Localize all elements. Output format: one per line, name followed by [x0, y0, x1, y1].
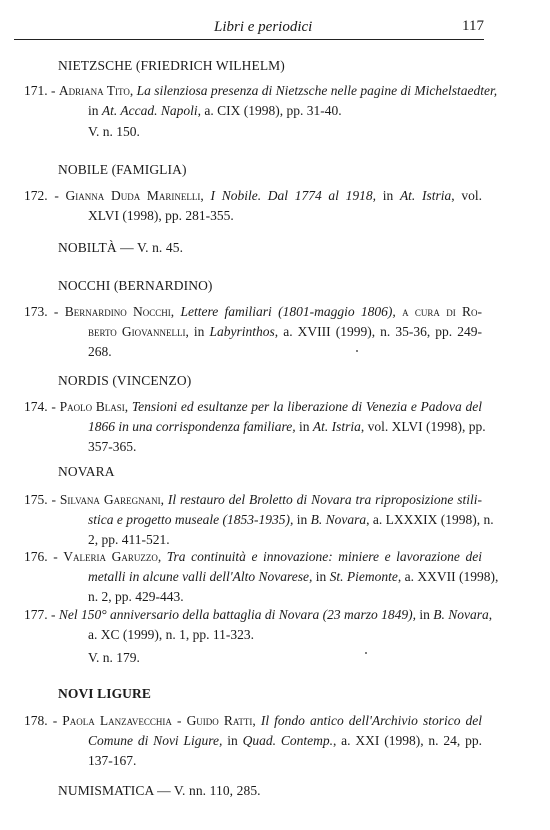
bibliography-entry: 172. - Gianna Duda Marinelli, I Nobile. Dal 1774 al 1918, in At. Istria, vol. XLVI (1998), pp. 281-355. [24, 186, 482, 226]
entry-details: a. XC (1999), n. 1, pp. 11-323. [88, 627, 254, 642]
entry-author: Adriana Tito [58, 83, 130, 98]
bibliography-entry: 174. - Paolo Blasi, Tensioni ed esultanze per la liberazione di Venezia e Padova del 1866 in una corrispondenza familiare, in At. Istria, vol. XLVI (1998), pp. 357-365. [24, 397, 482, 457]
entry-title: Tensioni ed esultanze per la liberazione di Venezia e Padova del [131, 399, 483, 414]
entry-journal: At. Istria [399, 188, 452, 203]
entry-number: 173. [24, 304, 48, 319]
entry-journal: At. Istria [312, 419, 361, 434]
entry-title: Il fondo antico dell'Archivio storico del [260, 713, 483, 728]
entry-details: 2, pp. 411-521. [88, 532, 170, 547]
page-number: 117 [462, 18, 484, 34]
section-heading: NIETZSCHE (FRIEDRICH WILHELM) [58, 58, 285, 73]
entry-author: Paolo Blasi [59, 399, 125, 414]
section-heading: NOVARA [58, 464, 115, 479]
entry-title: Lettere familiari (1801-maggio 1806), [180, 304, 396, 319]
entry-title: I Nobile. Dal 1774 al 1918, [210, 188, 377, 203]
entry-number: 177. [24, 607, 48, 622]
bibliography-entry: 177. - Nel 150° anniversario della battaglia di Novara (23 marzo 1849), in B. Novara, a. XC (1999), n. 1, pp. 11-323. [24, 605, 482, 645]
entry-details: 357-365. [88, 439, 137, 454]
entry-number: 171. [24, 83, 48, 98]
entry-author: Gianna Duda Marinelli [65, 188, 201, 203]
entry-in: in [88, 103, 99, 118]
entry-journal: B. Novara [310, 512, 367, 527]
cross-reference: V. n. 179. [88, 650, 140, 665]
entry-journal: Quad. Contemp. [242, 733, 333, 748]
entry-author: Paola Lanzavecchia [62, 713, 172, 728]
section-heading: NUMISMATICA — V. nn. 110, 285. [58, 783, 261, 798]
entry-author: Bernardino Nocchi [64, 304, 171, 319]
entry-number: 176. [24, 549, 48, 564]
entry-number: 178. [24, 713, 48, 728]
entry-title: Nel 150° anniversario della battaglia di Novara (23 marzo 1849), [58, 607, 417, 622]
entry-number: 172. [24, 188, 48, 203]
entry-details: n. 2, pp. 429-443. [88, 589, 184, 604]
entry-details: 268. [88, 344, 112, 359]
entry-journal: B. Novara [433, 607, 489, 622]
entry-journal: At. Accad. Napoli [101, 103, 198, 118]
bibliography-entry: 178. - Paola Lanzavecchia - Guido Ratti, Il fondo antico dell'Archivio storico del Comune di Novi Ligure, in Quad. Contemp., a. XXI (1998), n. 24, pp. 137-167. [24, 711, 482, 771]
section-heading: NOBILTÀ — V. n. 45. [58, 240, 184, 255]
entry-number: 174. [24, 399, 48, 414]
section-heading: NORDIS (VINCENZO) [58, 373, 192, 388]
running-header [14, 17, 484, 40]
bibliography-entry: 173. - Bernardino Nocchi, Lettere familiari (1801-maggio 1806), a cura di Ro- berto Giovannelli, in Labyrinthos, a. XVIII (1999), n. 35-36, pp. 249- 268. [24, 302, 482, 362]
entry-curator: berto Giovannelli [88, 324, 186, 339]
entry-number: 175. [24, 492, 48, 507]
bibliography-entry: 171. - Adriana Tito, La silenziosa presenza di Nietzsche nelle pagine di Michelstaedter, in At. Accad. Napoli, a. CIX (1998), pp. 31-40. [24, 83, 498, 118]
section-heading: NOBILE (FAMIGLIA) [58, 162, 187, 177]
entry-details: XLVI (1998), pp. 281-355. [88, 208, 234, 223]
stray-dot [365, 652, 367, 654]
entry-details: 137-167. [88, 753, 137, 768]
cross-reference: V. n. 150. [88, 124, 140, 139]
stray-dot [356, 350, 358, 352]
running-title: Libri e periodici [214, 19, 313, 35]
section-heading: NOCCHI (BERNARDINO) [58, 278, 213, 293]
bibliography-entry: 175. - Silvana Garegnani, Il restauro del Broletto di Novara tra riproposizione stili- stica e progetto museale (1853-1935), in B. Novara, a. LXXXIX (1998), n. 2, pp. 411-521. [24, 490, 482, 550]
entry-author: Valeria Garuzzo [63, 549, 158, 564]
bibliography-entry: 176. - Valeria Garuzzo, Tra continuità e innovazione: miniere e lavorazione dei metalli in alcune valli dell'Alto Novarese, in St. Piemonte, a. XXVII (1998), n. 2, pp. 429-443. [24, 547, 482, 607]
section-heading: NOVI LIGURE [58, 686, 151, 701]
entry-journal: St. Piemonte [329, 569, 398, 584]
entry-title: Tra continuità e innovazione: miniere e lavorazione dei [166, 549, 482, 564]
entry-author: Silvana Garegnani [59, 492, 161, 507]
entry-author-2: Guido Ratti [186, 713, 253, 728]
entry-details: , a. CIX (1998), pp. 31-40. [197, 103, 342, 118]
entry-journal: Labyrinthos [209, 324, 275, 339]
entry-title: Il restauro del Broletto di Novara tra riproposizione stili- [167, 492, 483, 507]
entry-title: La silenziosa presenza di Nietzsche nelle pagine di Michelstaedter, [136, 83, 498, 98]
